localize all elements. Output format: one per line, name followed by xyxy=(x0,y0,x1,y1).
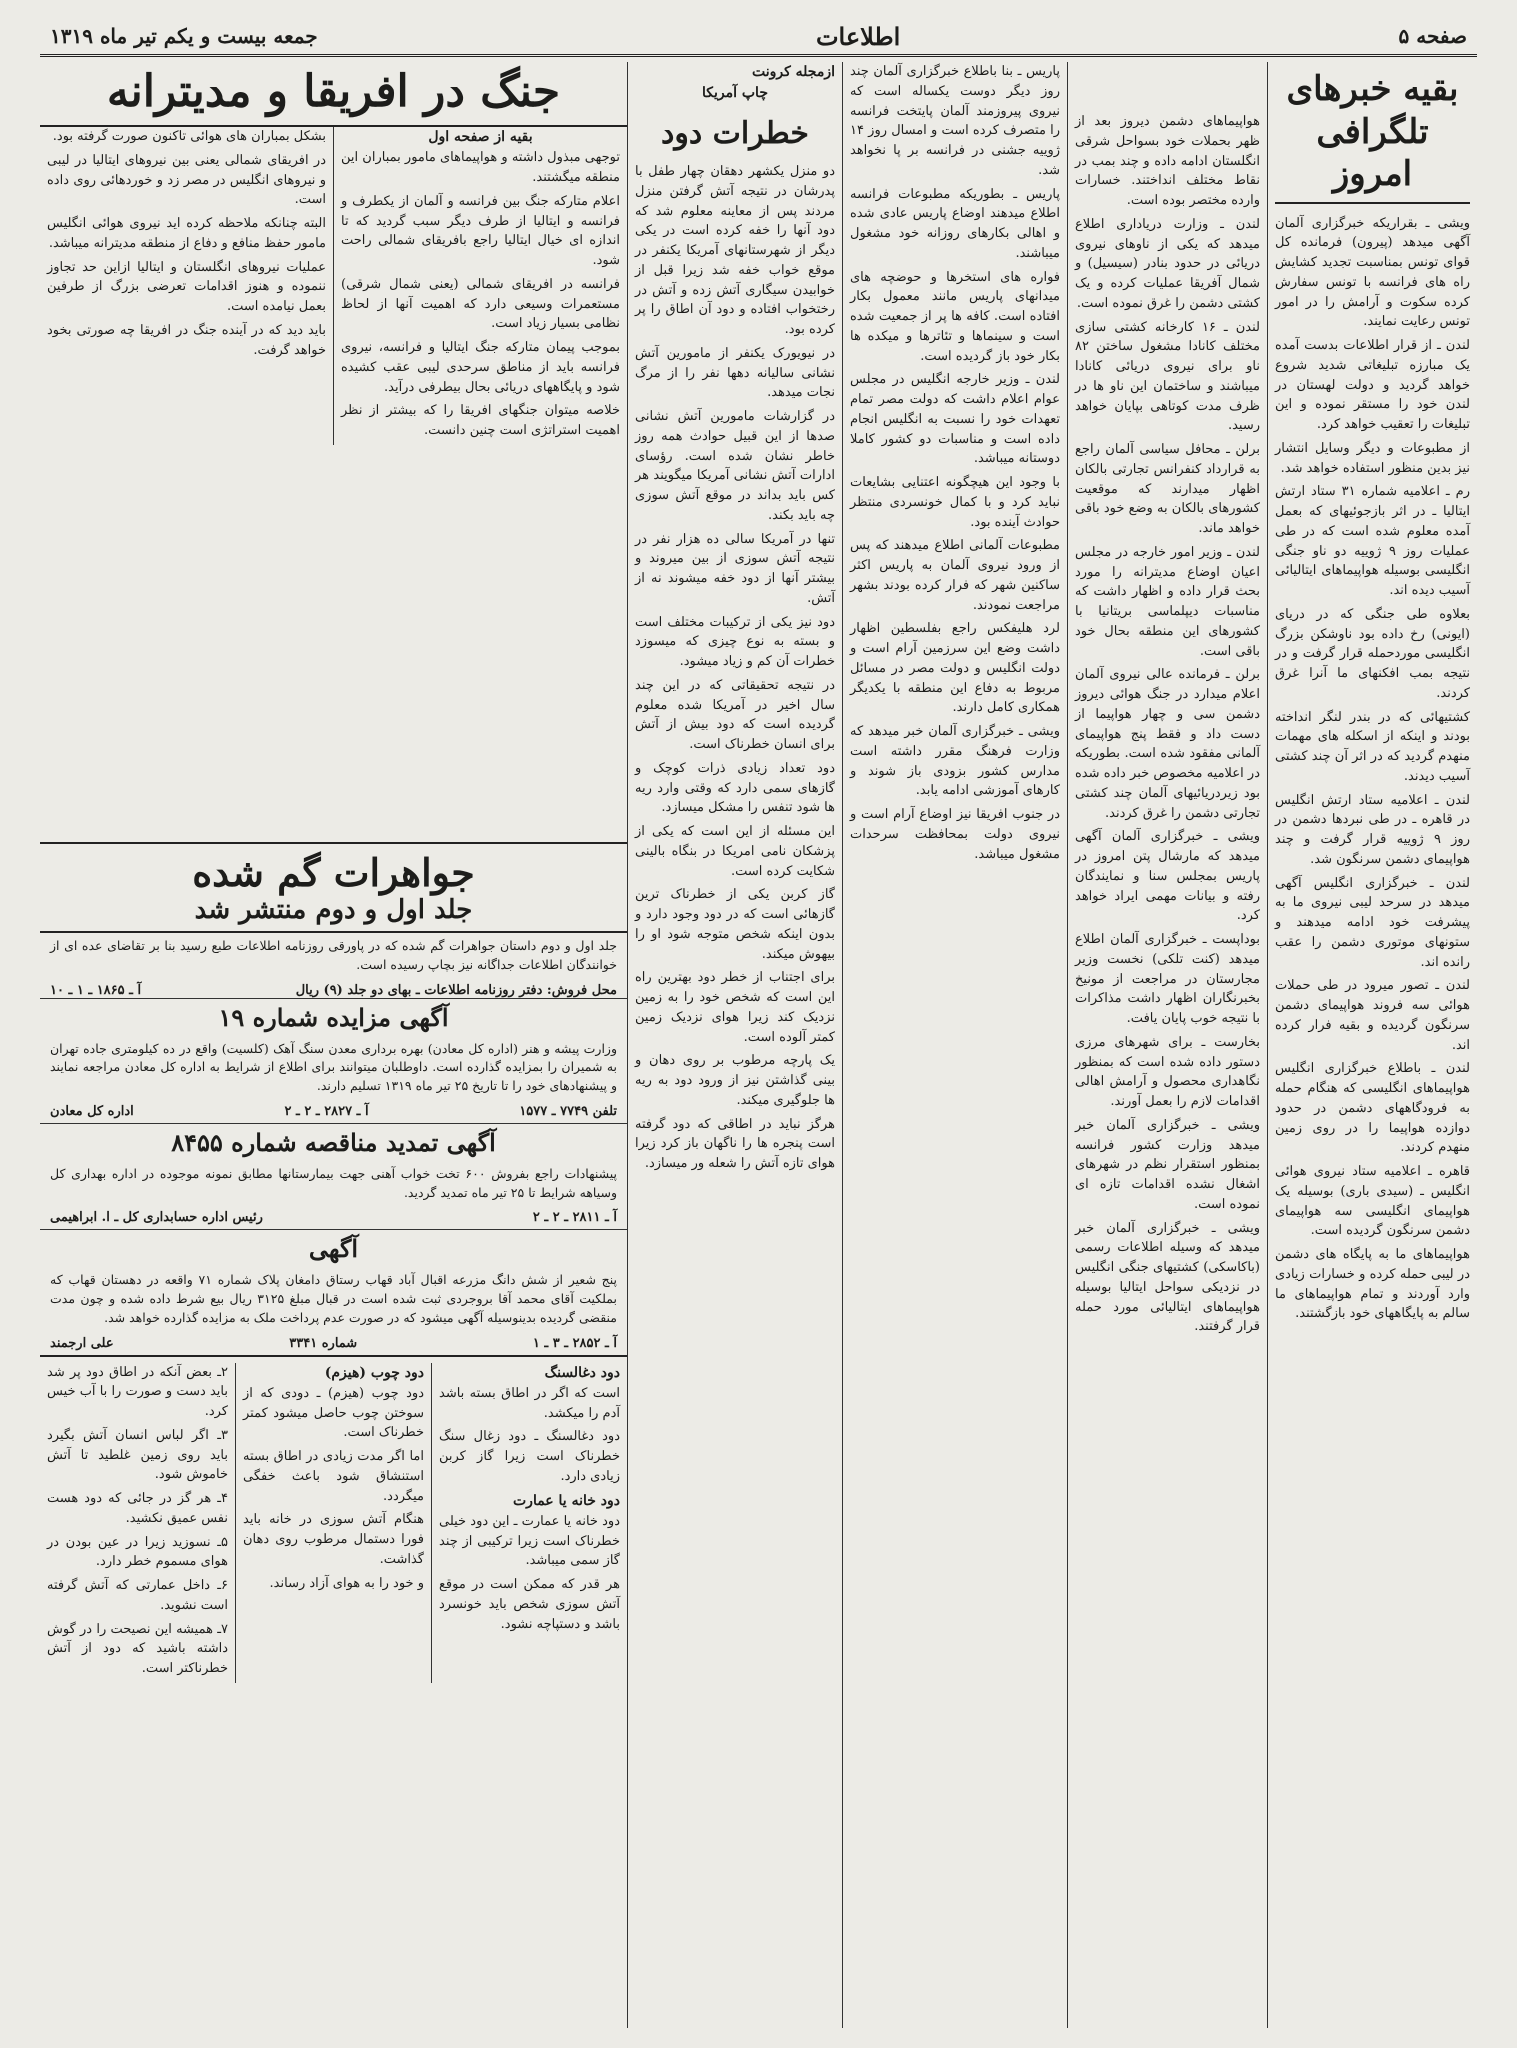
smoke-paragraph: ۵ـ نسوزید زیرا در عین بودن در هوای مسموم خطر دارد. xyxy=(47,1534,228,1570)
article-paragraph: دود تعداد زیادی ذرات کوچک و گازهای سمی دارد که وقتی وارد ریه ها شود تنفس را مشکل میسازد. xyxy=(635,760,835,816)
column-news-2 xyxy=(1067,62,1267,2028)
article-paragraph: یک پارچه مرطوب بر روی دهان و بینی گذاشتن نیز از ورود دود به ریه ها جلوگیری میکند. xyxy=(635,1053,835,1108)
lost-jewels-subtitle: جلد اول و دوم منتشر شد xyxy=(40,895,627,933)
war-column-a xyxy=(333,127,627,445)
news-paragraph: از مطبوعات و دیگر وسایل انتشار نیز بدین منظور استفاده خواهد شد. xyxy=(1275,440,1470,476)
news-paragraph: لندن ـ اعلامیه ستاد ارتش انگلیس در قاهره ـ در طی نبردها دشمن در روز ۹ ژوییه قرار گرفت و چند هواپیمای دشمن سرنگون شد. xyxy=(1275,792,1470,867)
article-paragraph: در گزارشات مامورین آتش نشانی صدها از این قبیل حوادث همه روز خاطر نشان شده است. رؤسای ادارات آتش نشانی آمریکا میگویند هر کس باید بداند در موقع آتش سوزی چه باید بکند. xyxy=(635,409,835,523)
news-paragraph: لندن ـ باطلاع خبرگزاری انگلیس هواپیماهای انگلیسی که هنگام حمله به فرودگاههای دشمن در حدود دوازده هواپیما را در روی زمین منهدم کردند. xyxy=(1275,1061,1470,1156)
news-paragraph: با وجود این هیچگونه اعتنایی بشایعات نباید کرد و با کمال خونسردی منتظر حوادث آینده بود. xyxy=(850,475,1060,530)
general-notice xyxy=(40,1234,627,1356)
war-paragraph: اعلام متارکه جنگ بین فرانسه و آلمان از یکطرف و فرانسه و ایتالیا از طرف دیگر سبب گردید که تا اندازه ای خیال ایتالیا راجع بافریقای شمالی راحت شود. xyxy=(341,193,620,269)
lost-jewels-ad xyxy=(40,850,627,999)
tender-notice xyxy=(40,1128,627,1231)
smoke-paragraph: ۳ـ اگر لباس انسان آتش بگیرد باید روی زمین غلطید تا آتش خاموش شود. xyxy=(47,1427,228,1483)
smoke-tips-col-c xyxy=(40,1363,235,1683)
news-paragraph: لندن ـ از قرار اطلاعات بدست آمده یک مبارزه تبلیغاتی شدید شروع خواهد گردید و دولت لهستان در لندن خود را مستقر نموده و این تبلیغات را تعقیب خواهد کرد. xyxy=(1275,338,1470,432)
smoke-paragraph: است که اگر در اطاق بسته باشد آدم را میکشد. xyxy=(439,1385,620,1421)
news-paragraph: لرد هلیفکس راجع بفلسطین اظهار داشت وضع این سرزمین آرام است و دولت انگلیس و دولت مصر در مسائل مربوط به دفاع این منطقه با یکدیگر همکاری کامل دارند. xyxy=(850,621,1060,716)
smoke-tips xyxy=(40,1357,627,1683)
lost-jewels-footer xyxy=(40,983,627,998)
war-paragraph: در افریقای شمالی یعنی بین نیروهای ایتالیا در لیبی و نیروهای انگلیس در مصر زد و خوردهائی روی داده است. xyxy=(47,152,326,208)
news-paragraph: لندن ـ وزیر خارجه انگلیس در مجلس عوام اعلام داشت که دولت مصر تمام تعهدات خود را نسبت به انگلیس انجام داده است و مناسبات دو کشور کاملا دوستانه میباشد. xyxy=(850,372,1060,467)
smoke-tips-col-a xyxy=(431,1363,627,1683)
smoke-paragraph: ۶ـ داخل عمارتی که آتش گرفته است نشوید. xyxy=(47,1578,228,1613)
paper-name: اطلاعات xyxy=(815,21,901,51)
article-source: ازمجله کرونت xyxy=(752,64,835,80)
news-paragraph: فواره های استخرها و حوضچه های میدانهای پاریس مانند معمول بکار افتاده است. کافه ها پر از جمعیت شده است و سینماها و تئاترها و میکده ها بکار خود باز گردیده است. xyxy=(850,269,1060,364)
war-paragraph: بشکل بمباران های هوائی تاکنون صورت گرفته بود. xyxy=(52,129,326,144)
news-paragraph: بخارست ـ برای شهرهای مرزی دستور داده شده است که بمنظور نگاهداری محصول و آرامش اهالی اقدامات لازم را بعمل آورند. xyxy=(1075,1034,1260,1109)
auction-phone: تلفن ۷۷۴۹ ـ ۱۵۷۷ xyxy=(519,1103,617,1119)
tender-signer: رئیس اداره حسابداری کل ـ ا. ابراهیمی xyxy=(50,1210,263,1226)
auction-signer: اداره کل معادن xyxy=(50,1103,134,1119)
notice-number: شماره ۳۳۴۱ xyxy=(289,1335,358,1351)
auction-body: وزارت پیشه و هنر (اداره کل معادن) بهره برداری معدن سنگ آهک (کلسیت) واقع در ده کیلومتری جاده تهران به شمیران را بمزایده گذارده است. داوطلبان میتوانند برای اطلاع از شرایط به اداره کل معادن مراجعه نمایند و پیشنهادهای خود را تا تاریخ ۲۵ تیر ماه ۱۳۱۹ تسلیم دارند. xyxy=(50,1040,617,1093)
smoke-heading: دود خانه یا عمارت xyxy=(513,1492,620,1509)
war-body xyxy=(40,127,627,445)
masthead xyxy=(40,18,1477,57)
page-number: صفحه ۵ xyxy=(1398,24,1467,48)
smoke-paragraph: و خود را به هوای آزاد رساند. xyxy=(269,1575,424,1591)
smoke-paragraph: دود دغالسنگ ـ دود زغال سنگ خطرناک است زیرا گاز کربن زیادی دارد. xyxy=(439,1429,620,1484)
notice-title: آگهی xyxy=(308,1234,359,1264)
article-paragraph: تنها در آمریکا سالی ده هزار نفر در نتیجه آتش سوزی از بین میروند و بیشتر آنها از دود خفه میشوند نه از آتش. xyxy=(635,531,835,606)
lost-jewels-code: آ ـ ۱۸۶۵ ـ ۱ ـ ۱۰ xyxy=(50,982,142,998)
article-paragraph: دود نیز یکی از ترکیبات مختلف است و بسته به نوع چیزی که میسوزد خطرات آن کم و زیاد میشود. xyxy=(635,614,835,670)
war-paragraph: فرانسه در افریقای شمالی (یعنی شمال شرقی) مستعمرات وسیعی دارد که اهمیت آنها از لحاظ نظامی بسیار زیاد است. xyxy=(341,276,620,332)
smoke-paragraph: ۲ـ بعض آنکه در اطاق دود پر شد باید دست و صورت را با آب خیس کرد. xyxy=(47,1364,228,1419)
notice-body: پنج شعیر از شش دانگ مزرعه اقبال آباد قهاب رستاق دامغان پلاک شماره ۷۱ واقعه در دهستان قهاب که بملکیت آقای محمد آقا بروجردی ثبت شده است در قبال مبلغ ۳۱۲۵ ریال بیع شرط داده شده و چون مدت منقضی گردیده بدینوسیله آگهی میشود که در صورت عدم پرداخت ملک به مزایده گذارده خواهد شد. xyxy=(50,1272,617,1325)
auction-footer xyxy=(40,1104,627,1123)
news-paragraph: برلن ـ فرمانده عالی نیروی آلمان اعلام میدارد در جنگ هوائی دیروز دشمن سی و چهار هواپیما از دست داد و فقط پنج هواپیمای آلمانی مفقود شده است. بطوریکه در اعلامیه مخصوص خبر داده شده بود زیردریائیهای آلمان چند کشتی تجارتی دشمن را غرق کردند. xyxy=(1075,667,1260,821)
smoke-heading: دود چوب (هیزم) xyxy=(324,1364,424,1381)
left-block xyxy=(40,62,627,2028)
news-paragraph: هواپیماهای ما به پایگاه های دشمن در لیبی حمله کرده و خسارات زیادی وارد آوردند و تمام هواپیماهای ما سالم به پایگاههای خود بازگشتند. xyxy=(1275,1247,1470,1322)
news-paragraph: بعلاوه طی جنگی که در دریای (ایونی) رخ داده بود ناوشکن بزرگ انگلیسی موردحمله قرار گرفت و در نتیجه بمب افکنهای ما آنرا غرق کردند. xyxy=(1275,606,1470,701)
issue-date: جمعه بیست و یکم تیر ماه ۱۳۱۹ xyxy=(50,24,318,48)
news-paragraph: پاریس ـ بطوریکه مطبوعات فرانسه اطلاع میدهند اوضاع پاریس عادی شده و اهالی بکارهای روزانه خود مشغول میباشند. xyxy=(850,186,1060,261)
news-paragraph: هواپیماهای دشمن دیروز بعد از ظهر بحملات خود بسواحل شرقی انگلستان ادامه داده و چند بمب در نقاط مختلف انداختند. خسارات وارده مختصر بوده است. xyxy=(1075,114,1260,208)
notice-footer xyxy=(40,1336,627,1355)
news-paragraph: کشتیهائی که در بندر لنگر انداخته بودند و اینکه از اسکله های مهمات منهدم گردید که در اثر آن چند کشتی آسیب دیدند. xyxy=(1275,709,1470,784)
war-paragraph: خلاصه میتوان جنگهای افریقا را که بیشتر از نظر اهمیت استراتژی است چنین دانست. xyxy=(341,403,620,439)
continued-label: بقیه از صفحه اول xyxy=(428,129,533,145)
notice-code: آ ـ ۲۸۵۲ ـ ۳ ـ ۱ xyxy=(532,1335,617,1351)
telegraph-headline: بقیه خبرهای تلگرافی امروز xyxy=(1275,68,1470,204)
article-paragraph: دو منزل یکشهر دهقان چهار طفل با پدرشان در نتیجه آتش گرفتن منزل مردند پس از معاینه معلوم شد که دود آنها را خفه کرده است در یکی دیگر از شهرستانهای آمریکا یکنفر در موقع خواب خفه شد زیرا قبل از خوابیدن سیگاری آتش زده و آتش در رختخواب افتاده و دود آن اطاق را پر کرده بود. xyxy=(635,164,835,338)
article-paragraph: در نتیجه تحقیقاتی که در این چند سال اخیر در آمریکا شده معلوم گردیده است که دود بیش از آتش برای انسان خطرناک است. xyxy=(635,677,835,753)
news-paragraph: در جنوب افریقا نیز اوضاع آرام است و نیروی دولت بمحافظت سرحدات مشغول میباشد. xyxy=(850,807,1060,862)
smoke-heading: دود دغالسنگ xyxy=(544,1364,620,1381)
news-paragraph: مطبوعات آلمانی اطلاع میدهند که پس از ورود نیروی آلمان به پاریس اکثر ساکنین شهر که فرار کرده بودند بشهر مراجعت نمودند. xyxy=(850,538,1060,613)
news-paragraph: لندن ـ وزیر امور خارجه در مجلس اعیان اوضاع مدیترانه را مورد بحث قرار داده و اظهار داشت که مناسبات دیپلماسی بریتانیا با کشورهای این منطقه بحال خود باقی است. xyxy=(1075,544,1260,659)
article-title: خطرات دود xyxy=(661,115,809,151)
war-paragraph: توجهی مبذول داشته و هواپیماهای مامور بمباران این منطقه میگشتند. xyxy=(341,150,620,186)
lost-jewels-sale: محل فروش: دفتر روزنامه اطلاعات ـ بهای دو جلد (۹) ریال xyxy=(295,982,617,998)
news-paragraph: لندن ـ وزارت دریاداری اطلاع میدهد که یکی از ناوهای نیروی دریائی در حدود بنادر (سیسیل) و شمال آفریقا عملیات کرده و یک کشتی دشمن را غرق نموده است. xyxy=(1075,216,1260,311)
lost-jewels-body: جلد اول و دوم داستان جواهرات گم شده که در پاورقی روزنامه اطلاعات طبع رسید بنا بر تقاضای عده ای از خوانندگان اطلاعات جداگانه نیز بچاپ رسیده است. xyxy=(50,938,617,972)
lost-jewels-title: جواهرات گم شده xyxy=(192,850,475,895)
smoke-paragraph: هر قدر که ممکن است در موقع آتش سوزی شخص باید خونسرد باشد و دستپاچه نشود. xyxy=(439,1577,620,1632)
news-paragraph: ویشی ـ بقراریکه خبرگزاری آلمان آگهی میدهد (پیرون) فرمانده کل قوای تونس بمناسبت تجدید کشایش راه های فرانسه با تونس سفارش کرده سکوت و آرامش را در امور تونس رعایت نمایند. xyxy=(1275,215,1470,330)
war-column-b xyxy=(40,127,333,445)
auction-notice xyxy=(40,1003,627,1124)
tender-code: آ ـ ۲۸۱۱ ـ ۲ ـ ۲ xyxy=(532,1210,617,1226)
tender-footer xyxy=(40,1210,627,1229)
article-paragraph: برای اجتناب از خطر دود بهترین راه این است که شخص خود را به زمین نزدیک کند زیرا هوای نزدیک زمین کمتر آلوده است. xyxy=(635,970,835,1045)
war-headline: جنگ در افریقا و مدیترانه xyxy=(40,62,627,127)
article-paragraph: گاز کربن یکی از خطرناک ترین گازهائی است که در دود وجود دارد و بدون اینکه شخص متوجه شود او را بیهوش میکند. xyxy=(635,887,835,962)
news-paragraph: لندن ـ تصور میرود در طی حملات هوائی سه فروند هواپیمای دشمن سرنگون گردیده و بقیه فرار کرده اند. xyxy=(1275,978,1470,1053)
news-paragraph: لندن ـ خبرگزاری انگلیس آگهی میدهد در سرحد لیبی نیروی ما به پیشرفت خود ادامه میدهند و ستونهای موتوری دشمن را عقب رانده اند. xyxy=(1275,875,1470,970)
war-paragraph: بموجب پیمان متارکه جنگ ایتالیا و فرانسه، نیروی فرانسه باید از مناطق سرحدی لیبی عقب کشیده شود و پایگاههای دریائی بحال بیطرفی درآید. xyxy=(341,340,620,395)
article-subtitle: چاپ آمریکا xyxy=(702,85,768,102)
news-paragraph: پاریس ـ بنا باطلاع خبرگزاری آلمان چند روز دیگر دوست یکساله است که نیروی پیروزمند آلمان پایتخت فرانسه را متصرف کرده است و امسال روز ۱۴ ژوییه جشنی در فرانسه بر پا نخواهد شد. xyxy=(850,64,1060,178)
news-paragraph: ویشی ـ خبرگزاری آلمان خبر میدهد که وسیله اطلاعات رسمی (باکاسکی) کشتیهای جنگی انگلیس در نزدیکی سواحل ایتالیا بوسیله هواپیماهای ایتالیائی مورد حمله قرار گرفتند. xyxy=(1075,1220,1260,1335)
news-paragraph: ویشی ـ خبرگزاری آلمان آگهی میدهد که مارشال پتن امروز در پاریس بمجلس سنا و نمایندگان رفته و بیانات مهمی ایراد خواهد کرد. xyxy=(1075,829,1260,924)
smoke-tips-col-b xyxy=(235,1363,431,1683)
column-telegraph-news xyxy=(1267,62,1477,2028)
news-paragraph: لندن ـ ۱۶ کارخانه کشتی سازی مختلف کانادا مشغول ساختن ۸۲ ناو برای نیروی دریائی کانادا میباشند و ساختمان این ناو ها در ظرف مدت کوتاهی بپایان خواهد رسید. xyxy=(1075,319,1261,434)
column-smoke-article xyxy=(627,62,842,2028)
smoke-paragraph: ۷ـ همیشه این نصیحت را در گوش داشته باشید که دود از آتش خطرناکتر است. xyxy=(47,1621,228,1676)
news-paragraph: برلن ـ محافل سیاسی آلمان راجع به قرارداد کنفرانس تجارتی بالکان اظهار میدارند که موقعیت کشورهای بالکان به وضع خود باقی خواهد ماند. xyxy=(1075,442,1260,536)
war-paragraph: باید دید که در آینده جنگ در افریقا چه صورتی بخود خواهد گرفت. xyxy=(47,322,326,358)
article-paragraph: در نیویورک یکنفر از مامورین آتش نشانی سالیانه دهها نفر را از مرگ نجات میدهد. xyxy=(635,345,835,401)
tender-title: آگهی تمدید مناقصه شماره ۸۴۵۵ xyxy=(171,1127,496,1157)
smoke-paragraph: دود چوب (هیزم) ـ دودی که از سوختن چوب حاصل میشود کمتر خطرناک است. xyxy=(243,1385,424,1441)
column-news-3 xyxy=(842,62,1067,2028)
smoke-paragraph: هنگام آتش سوزی در خانه باید فورا دستمال مرطوب روی دهان گذاشت. xyxy=(243,1512,424,1567)
news-paragraph: ویشی ـ خبرگزاری آلمان خبر میدهد وزارت کشور فرانسه بمنظور استقرار نظم در شهرهای اشغال نشده اقدامات تازه ای نموده است. xyxy=(1075,1117,1260,1212)
smoke-paragraph: دود خانه یا عمارت ـ این دود خیلی خطرناک است زیرا ترکیبی از چند گاز سمی میباشد. xyxy=(439,1513,620,1569)
notice-signer: علی ارجمند xyxy=(50,1335,114,1351)
smoke-paragraph: ۴ـ هر گز در جائی که دود هست نفس عمیق نکشید. xyxy=(47,1491,228,1526)
war-article xyxy=(40,62,627,844)
news-paragraph: رم ـ اعلامیه شماره ۳۱ ستاد ارتش ایتالیا ـ در اثر بازجوئیهای که بعمل آمده معلوم شده است که در طی عملیات روز ۹ ژوییه دو ناو جنگی انگلیسی بوسیله هواپیماهای ایتالیائی آسیب دیده اند. xyxy=(1275,484,1471,598)
smoke-paragraph: اما اگر مدت زیادی در اطاق بسته استنشاق شود باعث خفگی میگردد. xyxy=(243,1449,424,1504)
war-paragraph: عملیات نیروهای انگلستان و ایتالیا ازاین حد تجاوز ننموده و هنوز اقدامات تعرضی بزرگ از طرفین بعمل نیامده است. xyxy=(47,259,326,314)
news-paragraph: ویشی ـ خبرگزاری آلمان خبر میدهد که وزارت فرهنگ مقرر داشته است مدارس کشور بزودی باز شوند و کارهای آموزشی ادامه یابد. xyxy=(850,724,1060,799)
article-paragraph: این مسئله از این است که یکی از پزشکان نامی امریکا در بنگاه بالینی شکایت کرده است. xyxy=(635,824,835,879)
auction-title: آگهی مزایده شماره ۱۹ xyxy=(218,1002,449,1032)
columns-area xyxy=(40,62,1477,2028)
article-paragraph: هرگز نباید در اطاقی که دود گرفته است پنجره ها را ناگهان باز کرد زیرا هوای تازه آتش را شعله ور میسازد. xyxy=(635,1116,835,1172)
auction-code: آ ـ ۲۸۲۷ ـ ۲ ـ ۲ xyxy=(284,1103,369,1119)
tender-body: پیشنهادات راجع بفروش ۶۰۰ تخت خواب آهنی جهت بیمارستانها مطابق نمونه موجوده در اداره بهداری کل وسیاهه شرایط تا ۲۵ تیر ماه تمدید گردید. xyxy=(50,1165,618,1200)
news-paragraph: قاهره ـ اعلامیه ستاد نیروی هوائی انگلیس ـ (سیدی باری) بوسیله یک هواپیمای انگلیسی سه هواپیمای دشمن سرنگون گردیده است. xyxy=(1275,1164,1470,1239)
war-paragraph: البته چنانکه ملاحظه کرده اید نیروی هوائی انگلیس مامور حفظ منافع و دفاع از منطقه مدیترانه میباشد. xyxy=(47,216,326,251)
news-paragraph: بوداپست ـ خبرگزاری آلمان اطلاع میدهد (کنت تلکی) نخست وزیر مجارستان در مراجعت از مونیخ بخبرنگاران اظهار داشت مذاکرات با نتیجه خوب پایان یافت. xyxy=(1075,932,1260,1026)
